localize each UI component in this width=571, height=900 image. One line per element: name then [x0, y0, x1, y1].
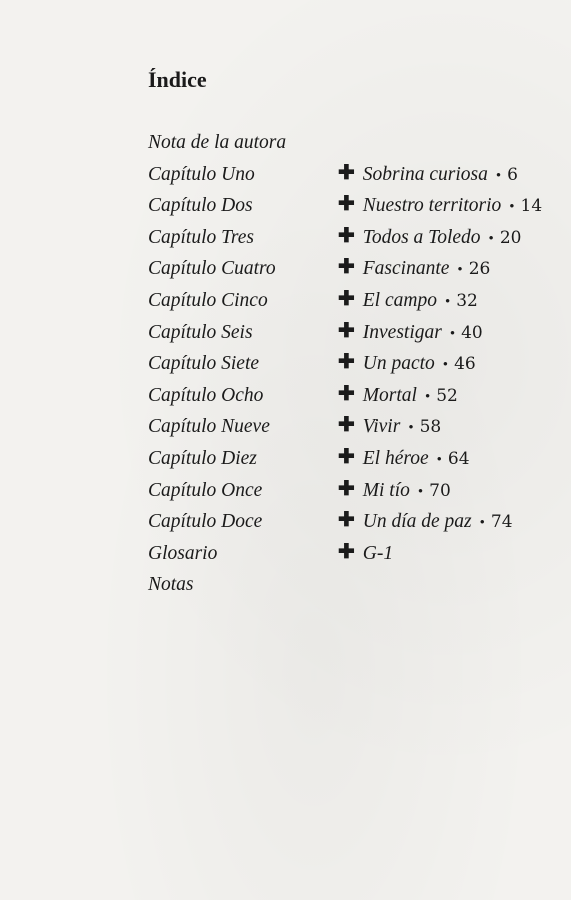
page-number: 6 — [507, 164, 518, 185]
chapter-subtitle: El campo — [362, 289, 437, 311]
toc-entry-label: Capítulo Tres — [148, 226, 255, 248]
page-number: 64 — [447, 448, 470, 469]
page-number: 74 — [490, 512, 513, 533]
toc-entry-detail — [338, 538, 393, 570]
toc-entry — [148, 317, 558, 349]
cross-icon: ✚ — [338, 477, 355, 500]
toc-entry — [148, 285, 558, 317]
toc-entry-label: Capítulo Doce — [148, 511, 263, 533]
bullet-icon: • — [444, 293, 451, 310]
cross-icon: ✚ — [338, 445, 355, 468]
toc-entry-detail — [338, 506, 513, 540]
toc-entry-label: Capítulo Uno — [148, 163, 255, 185]
toc-entry-detail — [338, 159, 518, 193]
toc-entry-label: Capítulo Siete — [148, 353, 260, 375]
toc-entry-detail — [338, 475, 451, 509]
toc-entry-detail — [338, 317, 483, 351]
toc-entry-detail — [338, 190, 542, 224]
bullet-icon: • — [457, 262, 463, 279]
toc-entry — [148, 159, 558, 191]
bullet-icon: • — [479, 515, 485, 532]
bullet-icon: • — [408, 420, 414, 437]
chapter-subtitle: Mortal — [362, 384, 417, 406]
toc-entry-label: Capítulo Nueve — [148, 416, 270, 438]
bullet-icon: • — [436, 451, 442, 468]
toc-entry — [148, 411, 558, 443]
toc-entry — [148, 443, 558, 475]
chapter-subtitle: Mi tío — [362, 479, 410, 501]
table-of-contents — [148, 127, 558, 601]
cross-icon: ✚ — [338, 224, 355, 247]
toc-entry — [148, 190, 558, 222]
chapter-subtitle: Un día de paz — [362, 511, 472, 533]
cross-icon: ✚ — [338, 256, 355, 279]
page-number: 26 — [468, 259, 491, 280]
toc-entry-label: Capítulo Once — [148, 479, 263, 501]
toc-entry — [148, 475, 558, 507]
toc-entry-detail — [338, 380, 458, 414]
toc-entry-detail — [338, 411, 441, 445]
chapter-subtitle: Un pacto — [362, 353, 435, 375]
toc-entry — [148, 506, 558, 538]
cross-icon: ✚ — [338, 287, 355, 310]
toc-entry-label: Glosario — [148, 542, 218, 564]
toc-entry — [148, 127, 558, 159]
toc-entry — [148, 348, 558, 380]
toc-entry-label: Capítulo Cuatro — [148, 258, 276, 280]
cross-icon: ✚ — [338, 509, 355, 532]
cross-icon: ✚ — [338, 193, 355, 216]
page-number: 14 — [520, 196, 543, 217]
page-number: 52 — [436, 385, 458, 406]
page-title: Índice — [148, 67, 207, 92]
toc-entry-label: Capítulo Dos — [148, 195, 253, 217]
bullet-icon: • — [417, 483, 424, 500]
page-number: 46 — [454, 354, 476, 375]
cross-icon: ✚ — [338, 540, 355, 563]
cross-icon: ✚ — [338, 414, 355, 437]
bullet-icon: • — [488, 230, 494, 247]
toc-entry-label: Capítulo Cinco — [148, 289, 268, 311]
chapter-subtitle: Fascinante — [362, 258, 450, 280]
page-number: 70 — [429, 480, 451, 501]
page-number: 58 — [419, 417, 442, 438]
page-number: 32 — [456, 290, 478, 311]
chapter-subtitle: Vivir — [362, 416, 401, 438]
page-number: 40 — [461, 322, 483, 343]
toc-entry — [148, 253, 558, 285]
toc-entry-detail — [338, 348, 476, 382]
toc-entry — [148, 222, 558, 254]
chapter-subtitle: El héroe — [362, 447, 429, 469]
toc-entry-detail — [338, 253, 490, 287]
chapter-subtitle: Todos a Toledo — [362, 226, 481, 248]
toc-entry-label: Notas — [148, 574, 194, 596]
toc-entry-label: Capítulo Diez — [148, 447, 257, 469]
toc-entry — [148, 569, 558, 601]
toc-entry-detail — [338, 222, 521, 256]
toc-entry-label: Nota de la autora — [148, 132, 287, 153]
bullet-icon: • — [442, 357, 449, 374]
toc-entry — [148, 380, 558, 412]
cross-icon: ✚ — [338, 382, 355, 405]
bullet-icon: • — [495, 167, 502, 184]
chapter-subtitle: Nuestro territorio — [362, 195, 502, 217]
chapter-subtitle: Investigar — [362, 321, 442, 343]
toc-entry-detail — [338, 443, 470, 477]
toc-entry-label: Capítulo Seis — [148, 321, 253, 343]
bullet-icon: • — [424, 388, 431, 405]
page-number: 20 — [499, 227, 522, 248]
bullet-icon: • — [509, 199, 515, 216]
chapter-subtitle: G-1 — [362, 542, 394, 564]
toc-entry-detail — [338, 285, 478, 319]
chapter-subtitle: Sobrina curiosa — [362, 163, 488, 185]
cross-icon: ✚ — [338, 351, 355, 374]
toc-entry — [148, 538, 558, 570]
cross-icon: ✚ — [338, 319, 355, 342]
toc-entry-label: Capítulo Ocho — [148, 384, 264, 406]
bullet-icon: • — [449, 325, 456, 342]
cross-icon: ✚ — [338, 161, 355, 184]
